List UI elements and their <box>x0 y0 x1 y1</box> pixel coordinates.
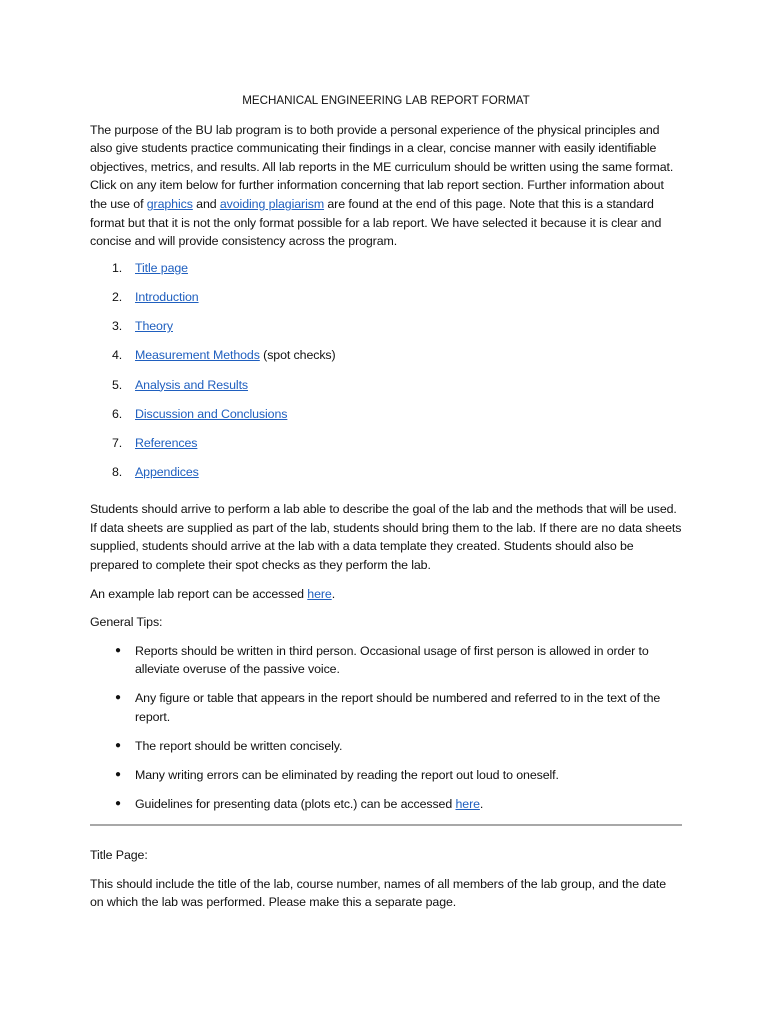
discussion-conclusions-link[interactable]: Discussion and Conclusions <box>135 406 288 421</box>
section-item-introduction <box>90 288 682 317</box>
section-number: 8. <box>112 465 123 480</box>
section-item-references <box>90 434 682 463</box>
tip-text: Guidelines for presenting data (plots etc.) can be accessed <box>135 796 456 811</box>
bullet-icon: ● <box>115 644 121 656</box>
section-list <box>90 259 682 493</box>
title-page-description: This should include the title of the lab, course number, names of all members of the lab group, and the date on which the lab was performed. Please make this a separate page. <box>90 876 667 910</box>
section-number: 6. <box>112 406 123 421</box>
section-number: 5. <box>112 377 123 392</box>
tip-item <box>90 795 682 814</box>
example-paragraph <box>90 585 682 604</box>
example-report-link[interactable]: here <box>307 586 332 601</box>
bullet-icon: ● <box>115 739 121 751</box>
tip-item <box>90 642 682 679</box>
section-number: 2. <box>112 289 123 304</box>
tip-item <box>90 737 682 756</box>
section-item-title-page <box>90 259 682 288</box>
bullet-icon: ● <box>115 797 121 809</box>
tip-text: Any figure or table that appears in the report should be numbered and referred to in the text of the report. <box>135 691 661 724</box>
analysis-results-link[interactable]: Analysis and Results <box>135 377 249 392</box>
section-item-appendices <box>90 463 682 492</box>
graphics-link[interactable]: graphics <box>146 196 193 211</box>
section-item-theory <box>90 317 682 346</box>
arrival-paragraph: Students should arrive to perform a lab able to describe the goal of the lab and the methods that will be used. If data sheets are supplied as part of the lab, students should bring them to the lab. If there are no data sheets supplied, students should arrive at the lab with a data template they created. Students should also be prepared to complete their spot checks as they perform the lab. <box>90 502 682 573</box>
title-page-heading: Title Page: <box>90 847 148 862</box>
section-suffix: (spot checks) <box>259 348 336 363</box>
intro-paragraph <box>90 121 682 251</box>
references-link[interactable]: References <box>135 435 198 450</box>
intro-text-3: are found at the end of this page. Note that this is a standard format but that it is not the only format possible for a lab report. We have selected it because it is clear and concise and will provide consistency across the program. <box>90 196 662 249</box>
data-guidelines-link[interactable]: here <box>455 796 480 811</box>
theory-link[interactable]: Theory <box>135 319 173 334</box>
example-text: An example lab report can be accessed <box>90 586 308 601</box>
section-item-analysis-results <box>90 376 682 405</box>
title-page-link[interactable]: Title page <box>135 260 188 275</box>
tips-list <box>90 642 682 814</box>
section-item-measurement-methods <box>90 346 682 375</box>
introduction-link[interactable]: Introduction <box>135 289 199 304</box>
tip-item <box>90 766 682 785</box>
tip-item <box>90 689 682 726</box>
bullet-icon: ● <box>115 768 121 780</box>
tip-text: Reports should be written in third person. Occasional usage of first person is allowed in order to alleviate overuse of the passive voice. <box>135 643 649 677</box>
avoiding-plagiarism-link[interactable]: avoiding plagiarism <box>219 196 325 211</box>
section-number: 7. <box>112 435 123 450</box>
intro-text-1: The purpose of the BU lab program is to both provide a personal experience of the physical principles and also give students practice communicating their findings in a clear, concise manner with easily identifiable objectives, metrics, and results. All lab reports in the ME curriculum should be written using the same format. Click on any item below for further information concerning that lab report section. Further information about the use of <box>90 122 674 211</box>
document-title: MECHANICAL ENGINEERING LAB REPORT FORMAT <box>242 94 530 107</box>
measurement-methods-link[interactable]: Measurement Methods <box>135 348 260 363</box>
tip-text: The report should be written concisely. <box>135 738 343 753</box>
tip-text: Many writing errors can be eliminated by reading the report out loud to oneself. <box>135 767 559 782</box>
example-end: . <box>331 586 336 601</box>
appendices-link[interactable]: Appendices <box>135 465 199 480</box>
section-item-discussion-conclusions <box>90 405 682 434</box>
general-tips-heading: General Tips: <box>90 615 163 630</box>
section-number: 4. <box>112 348 123 363</box>
section-number: 3. <box>112 319 123 334</box>
horizontal-divider <box>90 824 682 826</box>
tip-end: . <box>479 796 484 811</box>
bullet-icon: ● <box>115 692 121 704</box>
document-page <box>90 92 682 912</box>
section-number: 1. <box>112 260 123 275</box>
intro-text-2: and <box>192 196 220 211</box>
